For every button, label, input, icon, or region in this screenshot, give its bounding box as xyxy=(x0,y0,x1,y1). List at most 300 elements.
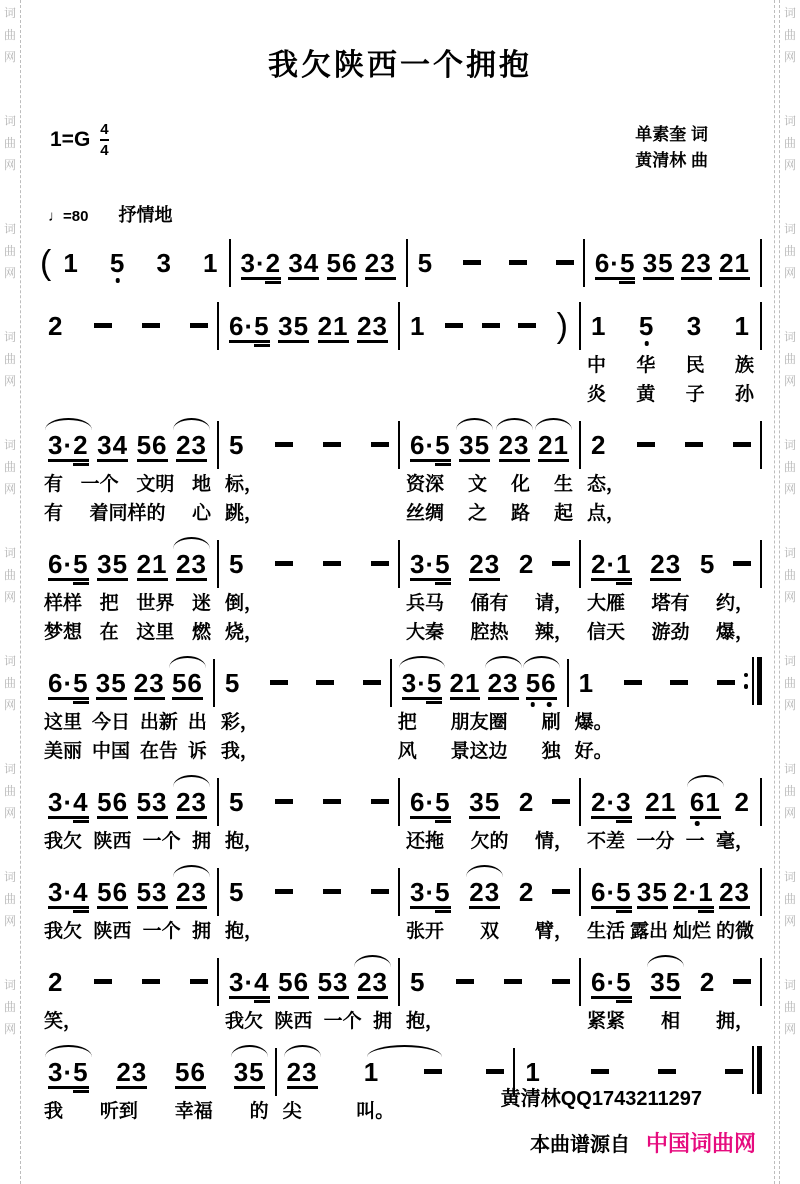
note xyxy=(680,247,713,278)
lyric-syllable: 子 xyxy=(685,383,705,405)
lyric-syllable: 灿烂 xyxy=(672,920,711,942)
lyric-row xyxy=(219,467,398,496)
beam-underline xyxy=(357,340,388,343)
lyric-row xyxy=(219,496,398,525)
lyric-syllable: 华 xyxy=(636,354,656,376)
notes-row xyxy=(400,960,579,1004)
lyric-syllable: 文明 xyxy=(136,473,175,495)
lyric-row xyxy=(392,734,567,763)
note-digits: 56 xyxy=(171,667,203,698)
tie-arc xyxy=(367,1045,442,1057)
credits-block xyxy=(635,122,708,175)
watermark-char: 曲 xyxy=(3,1000,16,1014)
lyric-syllable: 抱， xyxy=(225,920,264,942)
notes-row xyxy=(400,780,579,824)
note xyxy=(136,548,169,579)
sheet-content xyxy=(32,0,768,1140)
beam-underline xyxy=(402,697,443,700)
repeat-dot xyxy=(744,673,749,678)
notes-row xyxy=(400,542,579,586)
note-digits: 6·5 xyxy=(410,429,451,460)
note-digits: 56 xyxy=(97,876,129,907)
lyric-syllable: 心 xyxy=(191,502,211,524)
note-digits: 1 xyxy=(525,1056,541,1087)
lyric-syllable: 黄 xyxy=(636,383,656,405)
dash-note xyxy=(624,680,642,685)
note-digits: 6·5 xyxy=(594,247,636,278)
note xyxy=(525,667,558,698)
key-label: 1=G xyxy=(50,128,91,151)
lyric-row xyxy=(38,914,217,943)
beam-underline xyxy=(591,906,632,909)
lyric-syllable: 中国 xyxy=(91,740,130,762)
note xyxy=(228,966,271,997)
lyric-syllable: 请， xyxy=(534,592,573,614)
beam-underline xyxy=(673,906,714,909)
low-octave-dot xyxy=(695,821,700,826)
lyric-row xyxy=(38,824,217,853)
meter-numerator: 4 xyxy=(100,121,109,138)
lyric-syllable: 今日 xyxy=(91,711,130,733)
note-digits: 23 xyxy=(498,429,530,460)
beam-underline xyxy=(176,459,207,462)
expression-mark: 抒情地 xyxy=(118,204,173,225)
dash-note xyxy=(371,442,389,447)
measure xyxy=(581,304,760,406)
note xyxy=(155,247,172,278)
beam-underline xyxy=(97,816,128,819)
lyric-syllable: 兵马 xyxy=(406,592,445,614)
note xyxy=(96,876,129,907)
sixteenth-underline xyxy=(616,582,632,585)
watermark-group xyxy=(784,866,796,932)
lyric-syllable: 这里 xyxy=(136,621,175,643)
dash-note xyxy=(275,799,293,804)
lyric-syllable: 相 xyxy=(660,1010,680,1032)
lyric-syllable: 诉 xyxy=(187,740,207,762)
beam-underline xyxy=(357,996,388,999)
note-digits: 6·5 xyxy=(48,667,89,698)
system xyxy=(38,241,762,287)
lyric-syllable: 族 xyxy=(734,354,754,376)
slur-arc xyxy=(466,865,503,877)
watermark-char: 词 xyxy=(3,978,16,992)
footer xyxy=(32,1082,768,1158)
lyric-syllable: 我欠 xyxy=(44,830,83,852)
right-dashed-rule-outer xyxy=(779,0,780,1184)
watermark-group xyxy=(4,974,16,1040)
sixteenth-underline xyxy=(254,344,270,347)
watermark-char: 网 xyxy=(3,158,16,172)
beam-underline xyxy=(365,277,396,280)
lyric-syllable: 把 xyxy=(99,592,119,614)
notes-row xyxy=(38,542,217,586)
watermark-char: 网 xyxy=(3,482,16,496)
barline xyxy=(760,421,762,469)
note xyxy=(326,247,359,278)
note xyxy=(133,667,166,698)
note-digits: 56 xyxy=(326,247,358,278)
lyric-row xyxy=(581,496,760,525)
tempo-row xyxy=(48,201,768,227)
dash-note xyxy=(717,680,735,685)
notes-row xyxy=(569,661,744,705)
watermark-char: 词 xyxy=(3,870,16,884)
note xyxy=(594,247,637,278)
note-digits: 6·5 xyxy=(229,310,270,341)
sixteenth-underline xyxy=(435,582,451,585)
beam-underline xyxy=(719,277,750,280)
system xyxy=(38,304,762,406)
sixteenth-underline xyxy=(616,1000,632,1003)
lyric-syllable: 点， xyxy=(587,502,626,524)
beam-underline xyxy=(499,459,530,462)
lyric-row xyxy=(215,705,390,734)
slur-arc xyxy=(231,1045,268,1057)
lyric-row xyxy=(400,467,579,496)
note-digits: 3·2 xyxy=(240,247,282,278)
note xyxy=(458,429,491,460)
beam-underline xyxy=(97,578,128,581)
open-paren: ( xyxy=(40,243,52,282)
note xyxy=(171,667,204,698)
lyric-row xyxy=(38,467,217,496)
beam-underline xyxy=(410,578,451,581)
note xyxy=(718,876,751,907)
lyric-syllable: 孙 xyxy=(734,383,754,405)
system xyxy=(38,542,762,644)
measure xyxy=(581,423,760,525)
watermark-group xyxy=(4,542,16,608)
note-digits: 35 xyxy=(636,876,668,907)
sixteenth-underline xyxy=(426,701,442,704)
watermark-char: 词 xyxy=(783,330,796,344)
watermark-char: 曲 xyxy=(783,784,796,798)
beam-underline xyxy=(526,697,557,700)
dash-note xyxy=(316,680,334,685)
lyric-syllable: 迷 xyxy=(191,592,211,614)
sixteenth-underline xyxy=(73,701,89,704)
lyric-syllable: 拥 xyxy=(372,1010,392,1032)
note xyxy=(47,667,90,698)
watermark-group xyxy=(784,434,796,500)
note-digits: 5 xyxy=(229,548,245,579)
note-digits: 2 xyxy=(518,548,535,579)
watermark-char: 曲 xyxy=(783,676,796,690)
watermark-char: 词 xyxy=(3,762,16,776)
lyric-syllable: 一个 xyxy=(80,473,119,495)
beam-underline xyxy=(645,816,676,819)
beam-underline xyxy=(591,816,632,819)
measure xyxy=(231,241,406,285)
low-octave-dot xyxy=(115,278,120,283)
beam-underline xyxy=(469,906,500,909)
note xyxy=(590,310,607,341)
lyric-syllable: 彩， xyxy=(220,711,259,733)
note xyxy=(409,310,426,341)
dash-note xyxy=(94,979,112,984)
note xyxy=(277,966,310,997)
note-digits: 3·5 xyxy=(410,548,451,579)
lyric-syllable: 炎 xyxy=(587,383,607,405)
note-digits: 53 xyxy=(136,876,168,907)
note-digits: 23 xyxy=(357,310,388,341)
sixteenth-underline xyxy=(435,910,451,913)
note-digits: 3·4 xyxy=(229,966,270,997)
watermark-char: 网 xyxy=(783,374,796,388)
lyric-syllable: 标， xyxy=(225,473,264,495)
beam-underline xyxy=(643,277,674,280)
note-digits: 34 xyxy=(288,247,320,278)
beam-underline xyxy=(137,816,168,819)
measure xyxy=(581,780,760,853)
dash-note xyxy=(463,260,481,265)
beam-underline xyxy=(538,459,569,462)
beam-underline xyxy=(172,697,203,700)
note xyxy=(175,429,208,460)
lyric-row xyxy=(38,615,217,644)
lyric-syllable: 路 xyxy=(510,502,530,524)
note xyxy=(136,876,169,907)
lyricist-credit: 单素奎 词 xyxy=(635,125,708,144)
dash-note xyxy=(371,889,389,894)
lyric-syllable: 大雁 xyxy=(587,592,626,614)
measure xyxy=(400,780,579,853)
lyric-syllable: 一 xyxy=(685,830,705,852)
note-digits: 1 xyxy=(410,310,426,341)
note-digits: 3·5 xyxy=(401,667,443,698)
lyric-syllable: 民 xyxy=(685,354,705,376)
beam-underline xyxy=(469,816,500,819)
watermark-group xyxy=(784,326,796,392)
note xyxy=(356,966,389,997)
lyric-syllable: 态， xyxy=(587,473,626,495)
system xyxy=(38,870,762,943)
note-digits: 35 xyxy=(459,429,491,460)
watermark-group xyxy=(4,650,16,716)
slur-arc xyxy=(399,656,446,668)
dash-note xyxy=(591,1069,609,1074)
note-digits: 5 xyxy=(109,247,126,278)
note-digits: 3·5 xyxy=(410,876,451,907)
lyric-syllable: 露出 xyxy=(629,920,668,942)
watermark-char: 曲 xyxy=(783,568,796,582)
note xyxy=(95,667,128,698)
lyric-syllable: 一个 xyxy=(142,920,181,942)
notes-row xyxy=(219,870,398,914)
watermark-char: 网 xyxy=(3,266,16,280)
note xyxy=(537,429,570,460)
beam-underline xyxy=(318,996,349,999)
watermark-char: 网 xyxy=(783,698,796,712)
dash-note xyxy=(371,561,389,566)
note xyxy=(468,876,501,907)
note-digits: 2·1 xyxy=(591,548,632,579)
watermark-group xyxy=(784,110,796,176)
dash-note xyxy=(363,680,381,685)
lyric-row xyxy=(581,914,760,943)
note xyxy=(224,667,241,698)
note-digits: 23 xyxy=(364,247,396,278)
note xyxy=(689,786,722,817)
lyric-syllable: 把 xyxy=(397,711,417,733)
beam-underline xyxy=(137,906,168,909)
note-digits: 23 xyxy=(469,548,501,579)
beam-underline xyxy=(459,459,490,462)
note xyxy=(233,1056,266,1087)
watermark-char: 曲 xyxy=(783,1000,796,1014)
lyric-row xyxy=(219,1004,398,1033)
notes-row xyxy=(38,423,217,467)
slur-arc xyxy=(173,537,210,549)
note xyxy=(47,310,64,341)
note-digits: 23 xyxy=(176,429,207,460)
note-digits: 21 xyxy=(136,548,168,579)
lyric-syllable: 不差 xyxy=(587,830,626,852)
note-digits: 56 xyxy=(278,966,310,997)
lyric-syllable: 样样 xyxy=(44,592,83,614)
lyric-syllable: 起 xyxy=(553,502,573,524)
note xyxy=(364,247,397,278)
lyric-syllable: 在告 xyxy=(139,740,178,762)
watermark-char: 网 xyxy=(783,482,796,496)
watermark-group xyxy=(4,434,16,500)
lyric-syllable: 爆， xyxy=(715,621,754,643)
source-line xyxy=(32,1127,768,1158)
beam-underline xyxy=(591,996,632,999)
note xyxy=(47,966,64,997)
note xyxy=(287,247,320,278)
lyric-syllable: 着同样的 xyxy=(89,502,166,524)
watermark-char: 词 xyxy=(783,6,796,20)
measure xyxy=(581,542,760,644)
lyric-syllable: 叫。 xyxy=(356,1100,395,1122)
low-octave-dot xyxy=(547,702,552,707)
note-digits: 5 xyxy=(417,247,434,278)
note xyxy=(718,247,751,278)
note-digits: 35 xyxy=(650,966,682,997)
lyric-syllable: 一个 xyxy=(323,1010,362,1032)
dash-note xyxy=(323,889,341,894)
dash-note xyxy=(552,979,570,984)
watermark-char: 曲 xyxy=(3,244,16,258)
lyric-syllable: 抱， xyxy=(406,1010,445,1032)
dash-note xyxy=(323,561,341,566)
note-digits: 21 xyxy=(645,786,677,817)
lyric-syllable: 毫， xyxy=(715,830,754,852)
lyric-syllable: 拥 xyxy=(191,830,211,852)
note-digits: 23 xyxy=(680,247,712,278)
low-octave-dot xyxy=(644,341,649,346)
note-digits: 1 xyxy=(63,247,79,278)
note xyxy=(518,786,535,817)
source-prefix: 本曲谱源自 xyxy=(529,1134,630,1156)
measure xyxy=(219,423,398,525)
note xyxy=(468,786,501,817)
lyric-row xyxy=(38,586,217,615)
note xyxy=(47,1056,90,1087)
note xyxy=(356,310,389,341)
measure xyxy=(581,960,760,1033)
lyric-row xyxy=(38,734,213,763)
note-digits: 35 xyxy=(95,667,127,698)
measure xyxy=(38,780,217,853)
note-digits: 23 xyxy=(487,667,519,698)
watermark-group xyxy=(4,758,16,824)
note xyxy=(734,786,751,817)
measure xyxy=(400,542,579,644)
notes-row xyxy=(219,780,398,824)
dash-note xyxy=(275,889,293,894)
note-digits: 3·4 xyxy=(48,876,89,907)
lyric-syllable: 游劲 xyxy=(651,621,690,643)
lyric-row xyxy=(581,1004,760,1033)
watermark-char: 曲 xyxy=(3,676,16,690)
watermark-char: 曲 xyxy=(783,28,796,42)
lyric-syllable: 尖 xyxy=(282,1100,302,1122)
note-digits: 5 xyxy=(699,548,716,579)
lyric-row xyxy=(38,496,217,525)
dash-note xyxy=(424,1069,442,1074)
beam-underline xyxy=(410,459,451,462)
lyric-syllable: 腔热 xyxy=(470,621,509,643)
lyric-syllable: 的 xyxy=(249,1100,269,1122)
measure xyxy=(38,423,217,525)
lyric-row xyxy=(400,496,579,525)
watermark-char: 网 xyxy=(783,266,796,280)
lyric-syllable: 陕西 xyxy=(93,920,132,942)
dash-note xyxy=(504,979,522,984)
notes-row xyxy=(219,423,398,467)
note xyxy=(409,876,452,907)
lyric-row xyxy=(581,377,760,406)
watermark-group xyxy=(784,974,796,1040)
slur-arc xyxy=(354,955,391,967)
notes-row xyxy=(38,780,217,824)
note-digits: 1 xyxy=(591,310,607,341)
lyric-row xyxy=(400,586,579,615)
watermark-char: 词 xyxy=(783,222,796,236)
watermark-group xyxy=(4,326,16,392)
lyric-row xyxy=(38,705,213,734)
note-digits: 1 xyxy=(363,1056,380,1087)
lyric-syllable: 我欠 xyxy=(44,920,83,942)
left-watermark-margin xyxy=(2,0,23,1184)
beam-underline xyxy=(97,459,128,462)
lyric-syllable: 化 xyxy=(510,473,530,495)
lyric-syllable: 烧， xyxy=(225,621,264,643)
watermark-group xyxy=(4,866,16,932)
lyric-syllable: 臂， xyxy=(534,920,573,942)
measure xyxy=(219,960,398,1033)
sixteenth-underline xyxy=(616,820,632,823)
notes-row xyxy=(38,304,217,348)
note xyxy=(590,429,607,460)
notes-row xyxy=(581,542,760,586)
sixteenth-underline xyxy=(73,820,89,823)
lyric-syllable: 美丽 xyxy=(44,740,83,762)
notes-row xyxy=(231,241,406,285)
right-watermark-margin xyxy=(772,0,798,1184)
lyric-syllable: 还拖 xyxy=(406,830,445,852)
beam-underline xyxy=(137,459,168,462)
measure xyxy=(38,542,217,644)
note xyxy=(468,548,501,579)
beam-underline xyxy=(96,697,127,700)
note-digits: 21 xyxy=(449,667,481,698)
watermark-group xyxy=(784,542,796,608)
note xyxy=(240,247,283,278)
